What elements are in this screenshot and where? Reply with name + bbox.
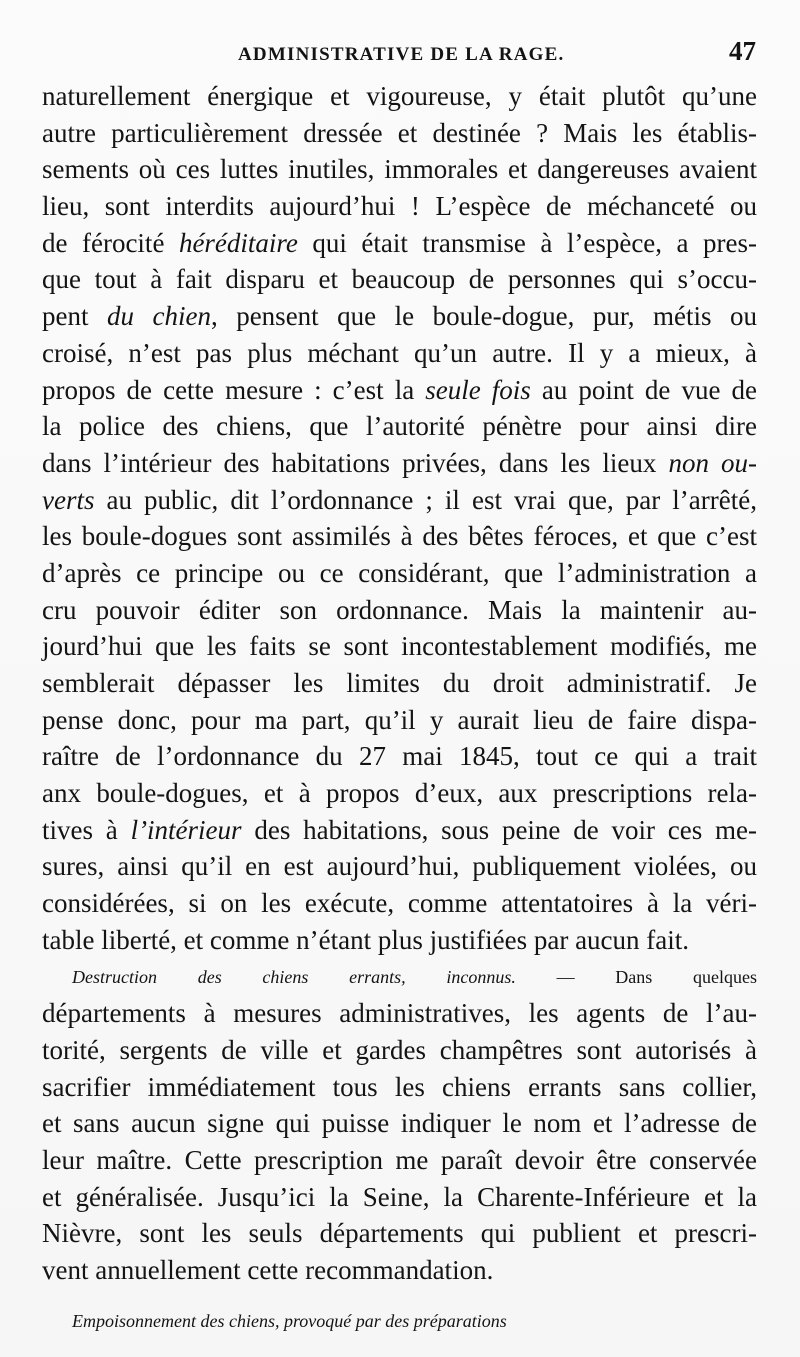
running-title: ADMINISTRATIVE DE LA RAGE. [238,44,565,65]
text-segment: croisé, n’est pas plus méchant qu’un autre. Il y a mieux, à [42,337,757,368]
text-line [42,408,757,445]
text-line [42,335,757,372]
page-number: 47 [729,36,756,66]
text-segment: au point de vue de [530,374,757,405]
text-line [42,482,757,519]
text-line [42,665,757,702]
text-segment: des habitations, sous peine de voir ces me- [241,814,757,845]
text-line [42,592,757,629]
text-segment: et sans aucun signe qui puisse indiquer le nom et l’adresse de [42,1108,757,1139]
text-segment: considérées, si on les exécute, comme attentatoires à la véri- [42,888,757,919]
text-line [42,445,757,482]
text-line [42,1252,757,1289]
text-segment: dans l’intérieur des habitations privées, dans les lieux [42,447,669,478]
text-line [42,1105,757,1142]
text-segment: départements à mesures administratives, les agents de l’au- [42,998,757,1029]
text-line [42,848,757,885]
body-text [42,78,757,1339]
text-line [42,151,757,188]
text-line [42,995,757,1032]
text-line [42,261,757,298]
text-line [42,518,757,555]
text-segment: Nièvre, sont les seuls départements qui publient et prescri- [42,1218,757,1249]
text-line [42,628,757,665]
text-segment: cru pouvoir éditer son ordonnance. Mais la maintenir au- [42,594,757,625]
text-line [42,775,757,812]
italic-text: héréditaire [178,227,298,258]
text-segment: qui était transmise à l’espèce, a pres- [297,227,757,258]
text-line [42,738,757,775]
running-head [0,34,800,74]
text-segment: vent annuellement cette recommandation. [42,1255,494,1285]
text-line [42,188,757,225]
text-line [42,1069,757,1106]
text-line [42,372,757,409]
text-line [42,1032,757,1069]
text-segment: jourd’hui que les faits se sont incontestablement modifiés, me [42,631,757,662]
text-segment: , pensent que le boule-dogue, pur, métis ou [210,301,757,332]
italic-text: non ou- [668,447,757,478]
text-segment: sacrifier immédiatement tous les chiens errants sans collier, [42,1071,757,1102]
text-segment: autre particulièrement dressée et destinée ? Mais les établis- [42,117,757,148]
text-segment: les boule-dogues sont assimilés à des bêtes féroces, et que c’est [42,521,757,552]
italic-text: Destruction des chiens errants, inconnus. [72,966,516,987]
text-segment: de férocité [42,227,179,258]
text-line [42,555,757,592]
text-segment: tives à [42,814,131,845]
text-line [42,1215,757,1252]
text-line [42,78,757,115]
italic-text: verts [42,484,95,515]
text-segment: semblerait dépasser les limites du droit administratif. Je [42,668,757,698]
italic-text: l’intérieur [130,814,242,845]
text-line [42,812,757,849]
text-line [42,298,757,335]
text-segment: raître de l’ordonnance du 27 mai 1845, tout ce qui a trait [42,741,757,772]
text-line [42,225,757,262]
text-segment: torité, sergents de ville et gardes champêtres sont autorisés à [42,1034,757,1065]
text-line [42,885,757,922]
text-segment: la police des chiens, que l’autorité pénètre pour ainsi dire [42,411,757,442]
text-segment: d’après ce principe ou ce considérant, que l’administration a [42,557,757,588]
text-segment: au public, dit l’ordonnance ; il est vrai que, par l’arrêté, [94,484,757,515]
text-line [42,702,757,739]
text-line [42,959,757,996]
text-line [42,1142,757,1179]
text-line [42,1179,757,1216]
italic-text: Empoisonnement des chiens, provoqué par des préparations [72,1310,507,1331]
text-segment: — Dans quelques [515,966,757,987]
text-segment: pense donc, pour ma part, qu’il y aurait lieu de faire dispa- [42,704,757,735]
text-segment: que tout à fait disparu et beaucoup de personnes qui s’occu- [42,264,757,295]
text-segment: pent [42,301,107,332]
text-segment: anx boule-dogues, et à propos d’eux, aux prescriptions rela- [42,778,757,809]
text-segment: naturellement énergique et vigoureuse, y était plutôt qu’une [42,81,757,111]
italic-text: seule fois [425,374,531,405]
italic-text: du chien [106,301,211,332]
text-line [42,922,757,959]
text-segment: lieu, sont interdits aujourd’hui ! L’espèce de méchanceté ou [42,191,757,222]
text-segment: table liberté, et comme n’étant plus justifiées par aucun fait. [42,924,690,955]
text-segment: sures, ainsi qu’il en est aujourd’hui, publiquement violées, ou [42,851,757,882]
text-segment: et généralisée. Jusqu’ici la Seine, la Charente-Inférieure et la [42,1181,757,1212]
text-segment: leur maître. Cette prescription me paraît devoir être conservée [42,1144,757,1175]
text-segment: sements où ces luttes inutiles, immorales et dangereuses avaient [42,154,757,185]
text-line [42,1303,757,1340]
text-segment: propos de cette mesure : c’est la [42,374,426,405]
text-line [42,115,757,152]
